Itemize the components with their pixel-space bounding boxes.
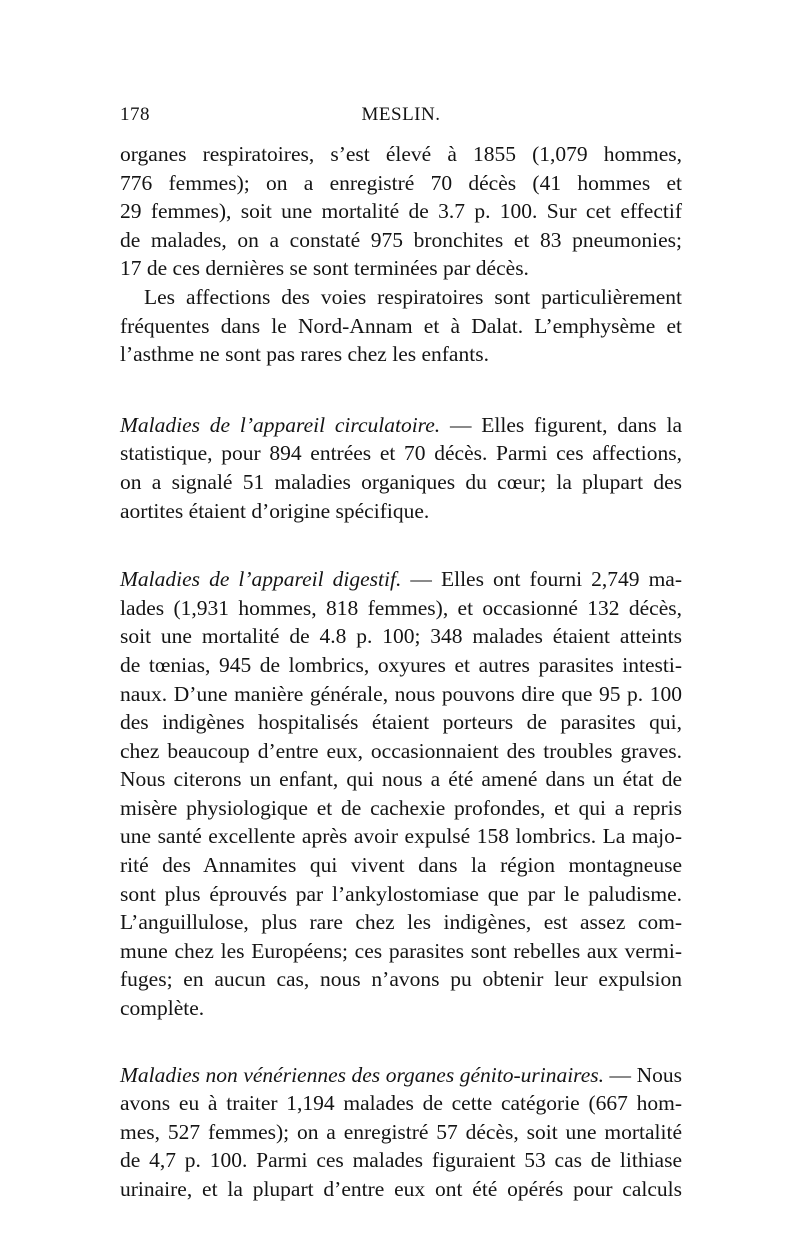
text-line: de 4,7 p. 100. Parmi ces malades figuraient 53 cas de lithiase xyxy=(120,1148,682,1173)
text-line: sont plus éprouvés par l’ankylostomiase que par le paludisme. xyxy=(120,881,682,906)
text-line: L’anguillulose, plus rare chez les indigènes, est assez com- xyxy=(120,910,682,935)
text-line: une santé excellente après avoir expulsé 158 lombrics. La majo- xyxy=(120,824,682,849)
text-line: de tœnias, 945 de lombrics, oxyures et autres parasites intesti- xyxy=(120,652,682,677)
page-number: 178 xyxy=(120,104,150,125)
text-line: Les affections des voies respiratoires sont particulièrement xyxy=(144,284,682,309)
text-line: Nous citerons un enfant, qui nous a été amené dans un état de xyxy=(120,767,682,792)
text-line: mes, 527 femmes); on a enregistré 57 décès, soit une mortalité xyxy=(120,1119,682,1144)
text-line: avons eu à traiter 1,194 malades de cette catégorie (667 hom- xyxy=(120,1091,682,1116)
text-line: mune chez les Européens; ces parasites sont rebelles aux vermi- xyxy=(120,938,682,963)
text-line: complète. xyxy=(120,996,205,1021)
section-heading-circulatory: Maladies de l’appareil circulatoire. xyxy=(120,412,441,437)
paragraph-digestive xyxy=(120,565,682,1023)
text-line: organes respiratoires, s’est élevé à 1855 (1,079 hommes, xyxy=(120,142,682,166)
text-line: statistique, pour 894 entrées et 70 décès. Parmi ces affections, xyxy=(120,441,682,466)
text-line: aortites étaient d’origine spécifique. xyxy=(120,498,430,523)
paragraph-respiratory-regions xyxy=(120,283,682,369)
text-line: misère physiologique et de cachexie profondes, et qui a repris xyxy=(120,795,682,820)
text-line xyxy=(120,565,682,594)
text-line: l’asthme ne sont pas rares chez les enfants. xyxy=(120,342,489,367)
paragraph-respiratory-continued xyxy=(120,140,682,283)
running-title: MESLIN. xyxy=(361,104,441,125)
text-line: soit une mortalité de 4.8 p. 100; 348 malades étaient atteints xyxy=(120,624,682,649)
text-fragment: — Elles figurent, dans la xyxy=(440,412,682,437)
text-line: 29 femmes), soit une mortalité de 3.7 p. 100. Sur cet effectif xyxy=(120,199,682,224)
text-fragment: — Elles ont fourni 2,749 ma- xyxy=(401,567,682,592)
text-line: fréquentes dans le Nord-Annam et à Dalat. L’emphysème et xyxy=(120,313,682,338)
text-line: de malades, on a constaté 975 bronchites et 83 pneumonies; xyxy=(120,227,682,252)
text-fragment: — Nous xyxy=(604,1062,682,1087)
section-heading-genito-urinary: Maladies non vénériennes des organes génito-urinaires. xyxy=(120,1062,605,1087)
body-text xyxy=(120,140,682,1204)
running-head xyxy=(120,104,682,134)
text-line: 776 femmes); on a enregistré 70 décès (41 hommes et xyxy=(120,170,682,195)
text-line: on a signalé 51 maladies organiques du cœur; la plupart des xyxy=(120,469,682,494)
section-heading-digestive: Maladies de l’appareil digestif. xyxy=(120,567,402,592)
text-line: rité des Annamites qui vivent dans la région montagneuse xyxy=(120,853,682,878)
text-line: des indigènes hospitalisés étaient porteurs de parasites qui, xyxy=(120,710,682,735)
text-line: lades (1,931 hommes, 818 femmes), et occasionné 132 décès, xyxy=(120,595,682,620)
text-line: naux. D’une manière générale, nous pouvons dire que 95 p. 100 xyxy=(120,681,682,706)
text-line: fuges; en aucun cas, nous n’avons pu obtenir leur expulsion xyxy=(120,967,682,992)
text-line: chez beaucoup d’entre eux, occasionnaient des troubles graves. xyxy=(120,738,682,763)
text-line: 17 de ces dernières se sont terminées par décès. xyxy=(120,256,529,281)
text-line xyxy=(120,1061,682,1090)
paragraph-circulatory xyxy=(120,411,682,525)
paragraph-genito-urinary xyxy=(120,1061,682,1204)
text-line xyxy=(120,411,682,440)
text-line: urinaire, et la plupart d’entre eux ont été opérés pour calculs xyxy=(120,1177,682,1201)
